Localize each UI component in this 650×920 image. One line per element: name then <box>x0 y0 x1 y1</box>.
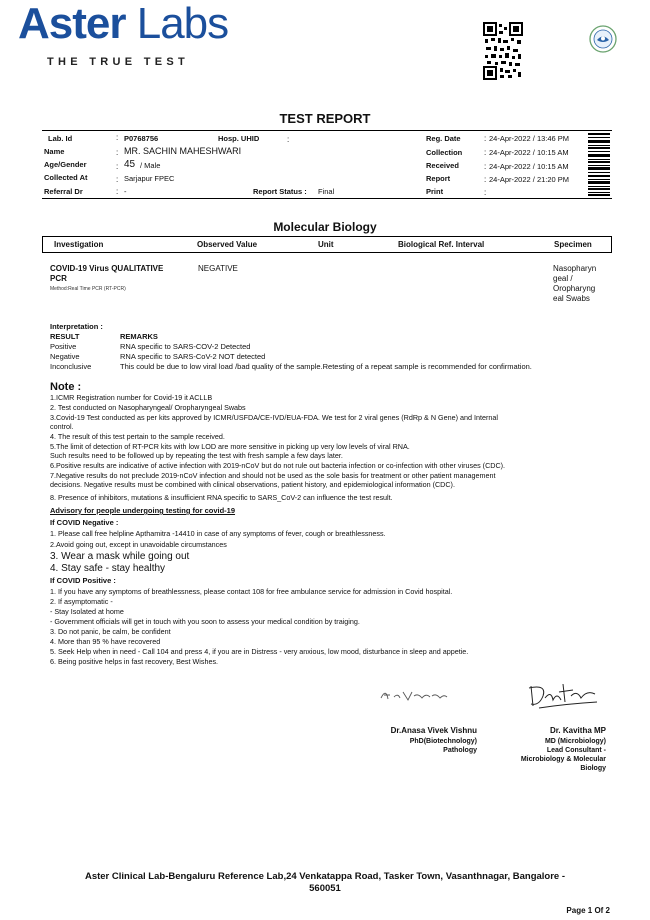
signature-2-icon <box>525 680 603 714</box>
lab-id-label: Lab. Id <box>48 134 73 143</box>
note-line: 3.Covid-19 Test conducted as per kits approved by ICMR/USFDA/CE-IVD/EUA-FDA. We test for 2 viral genes (RdRp & N Gene) and Internal <box>50 413 498 422</box>
referral-label: Referral Dr <box>44 187 83 196</box>
specimen-value <box>553 264 596 304</box>
advisory-positive-line: 5. Seek Help when in need - Call 104 and press 4, if you are in Distress - very anxious, low mood, disturbance in sleep and appetie. <box>50 647 469 656</box>
report-status-label: Report Status : <box>253 187 307 196</box>
result-inconclusive: Inconclusive <box>50 362 92 371</box>
colon: : <box>116 148 119 157</box>
signatory-detail: MD (Microbiology) <box>544 738 606 745</box>
colon: : <box>116 175 119 184</box>
hosp-uhid-label: Hosp. UHID <box>218 134 260 143</box>
colon: : <box>116 162 119 171</box>
advisory-positive-line: - Stay Isolated at home <box>50 607 124 616</box>
test-name: COVID-19 Virus QUALITATIVE <box>50 264 164 273</box>
colon: : <box>484 175 487 184</box>
accreditation-seal-icon <box>589 25 617 53</box>
advisory-positive-line: 3. Do not panic, be calm, be confident <box>50 627 171 636</box>
brand-name-bold: Aster <box>18 0 126 48</box>
advisory-positive-line: 1. If you have any symptoms of breathlessness, please contact 108 for free ambulance service for admission in Covid hospital. <box>50 587 453 596</box>
colon: : <box>116 133 119 142</box>
print-label: Print <box>426 187 444 196</box>
signatory-2-details <box>470 737 606 773</box>
advisory-positive-line: 2. If asymptomatic - <box>50 597 113 606</box>
remarks-col-header: REMARKS <box>120 332 158 341</box>
barcode-icon <box>588 133 610 196</box>
test-name-cont: PCR <box>50 274 67 283</box>
note-line: control. <box>50 422 74 431</box>
footer-line: 560051 <box>309 883 341 894</box>
signatory-detail: Biology <box>580 765 606 772</box>
result-col-header: RESULT <box>50 332 80 341</box>
advisory-positive-line: 6. Being positive helps in fast recovery, Best Wishes. <box>50 657 219 666</box>
divider <box>42 198 612 199</box>
signatory-detail: Pathology <box>443 747 477 754</box>
divider <box>42 130 612 131</box>
footer-line: Aster Clinical Lab-Bengaluru Reference Lab,24 Venkatappa Road, Tasker Town, Vasanthnagar, Bangalore - <box>84 871 566 882</box>
report-value: 24-Apr-2022 / 21:20 PM <box>489 175 570 184</box>
section-title: Molecular Biology <box>273 220 377 234</box>
note-line: Such results need to be followed up by repeating the test with fresh sample a few days later. <box>50 451 343 460</box>
col-bio-ref-interval: Biological Ref. Interval <box>398 240 485 249</box>
reg-date-value: 24-Apr-2022 / 13:46 PM <box>489 134 570 143</box>
specimen-line: geal / <box>553 274 573 283</box>
remark-negative: RNA specific to SARS-CoV-2 NOT detected <box>120 352 266 361</box>
signatory-detail: Lead Consultant - <box>546 747 606 754</box>
note-line: 8. Presence of inhibitors, mutations & insufficient RNA specific to SARS_CoV-2 can influence the test result. <box>50 493 393 502</box>
report-title: TEST REPORT <box>279 111 371 126</box>
signatory-detail: Microbiology & Molecular <box>520 756 606 763</box>
colon: : <box>484 134 487 143</box>
advisory-negative-line: 2.Avoid going out, except in unavoidable circumstances <box>50 540 227 549</box>
name-label: Name <box>44 147 65 156</box>
remark-positive: RNA specific to SARS-COV-2 Detected <box>120 342 251 351</box>
col-unit: Unit <box>318 240 334 249</box>
collected-at-value: Sarjapur FPEC <box>124 174 175 183</box>
lab-id-value: P0768756 <box>124 134 159 143</box>
page-number: Page 1 Of 2 <box>566 906 610 915</box>
received-value: 24-Apr-2022 / 10:15 AM <box>489 162 569 171</box>
signatory-detail: PhD(Biotechnology) <box>409 738 477 745</box>
negative-title: If COVID Negative : <box>50 518 119 527</box>
note-line: 4. The result of this test pertain to the sample received. <box>50 432 225 441</box>
age-gender-label: Age/Gender <box>44 160 87 169</box>
brand-logo <box>18 2 228 46</box>
result-positive: Positive <box>50 342 77 351</box>
observed-value: NEGATIVE <box>198 264 238 273</box>
report-status-value: Final <box>318 187 335 196</box>
colon: : <box>116 187 119 196</box>
colon: : <box>484 162 487 171</box>
signatory-2-name: Dr. Kavitha MP <box>549 726 606 735</box>
patient-name: MR. SACHIN MAHESHWARI <box>124 146 242 156</box>
report-label: Report <box>426 174 451 183</box>
specimen-line: Oropharyng <box>553 284 596 293</box>
signature-1-icon <box>378 684 450 706</box>
advisory-negative-line: 1. Please call free helpline Apthamitra -14410 in case of any symptoms of fever, cough or breathlessness. <box>50 529 386 538</box>
note-line: 7.Negative results do not preclude 2019-nCoV infection and should not be used as the sole basis for treatment or other patient management <box>50 471 496 480</box>
note-line: 6.Positive results are indicative of active infection with 2019-nCoV but do not rule out bacteria infection or co-infection with other viruses (CDC). <box>50 461 506 470</box>
advisory-negative-big: 3. Wear a mask while going out <box>50 551 190 562</box>
reg-date-label: Reg. Date <box>426 134 461 143</box>
footer-address <box>40 871 610 895</box>
advisory-positive-line: - Government officials will get in touch with you soon to assess your medical condition by traiging. <box>50 617 360 626</box>
colon: : <box>287 135 290 144</box>
note-title: Note : <box>50 381 82 393</box>
advisory-positive-line: 4. More than 95 % have recovered <box>50 637 161 646</box>
gender-value: / Male <box>140 161 161 170</box>
advisory-negative-big: 4. Stay safe - stay healthy <box>50 563 166 574</box>
collection-value: 24-Apr-2022 / 10:15 AM <box>489 148 569 157</box>
test-method: Method:Real Time PCR (RT-PCR) <box>50 286 126 292</box>
remark-inconclusive: This could be due to low viral load /bad quality of the sample.Retesting of a repeat sample is recommended for confirmation. <box>120 362 532 371</box>
col-specimen: Specimen <box>554 240 592 249</box>
specimen-line: eal Swabs <box>553 294 590 303</box>
result-negative: Negative <box>50 352 80 361</box>
brand-name-light: Labs <box>136 0 229 48</box>
colon: : <box>484 148 487 157</box>
signatory-1-name: Dr.Anasa Vivek Vishnu <box>390 726 477 735</box>
note-line: 1.ICMR Registration number for Covid-19 it ACLLB <box>50 393 213 402</box>
qr-code-icon <box>483 22 523 80</box>
received-label: Received <box>426 161 459 170</box>
referral-value: - <box>124 187 127 196</box>
note-line: 5.The limit of detection of RT-PCR kits with low LOD are more sensitive in picking up very low levels of viral RNA. <box>50 442 410 451</box>
collected-at-label: Collected At <box>44 173 88 182</box>
signatory-1-details <box>340 737 477 755</box>
specimen-line: Nasopharyn <box>553 264 597 273</box>
note-line: 2. Test conducted on Nasopharyngeal/ Oropharyngeal Swabs <box>50 403 246 412</box>
colon: : <box>484 188 487 197</box>
advisory-title: Advisory for people undergoing testing for covid-19 <box>50 506 236 515</box>
brand-tagline: THE TRUE TEST <box>47 56 190 68</box>
col-investigation: Investigation <box>54 240 104 249</box>
collection-label: Collection <box>426 148 463 157</box>
age-value: 45 <box>124 159 136 170</box>
positive-title: If COVID Positive : <box>50 576 116 585</box>
interpretation-title: Interpretation : <box>50 322 103 331</box>
col-observed-value: Observed Value <box>197 240 258 249</box>
note-line: decisions. Negative results must be combined with clinical observations, patient history, and epidemiological information (CDC). <box>50 480 455 489</box>
